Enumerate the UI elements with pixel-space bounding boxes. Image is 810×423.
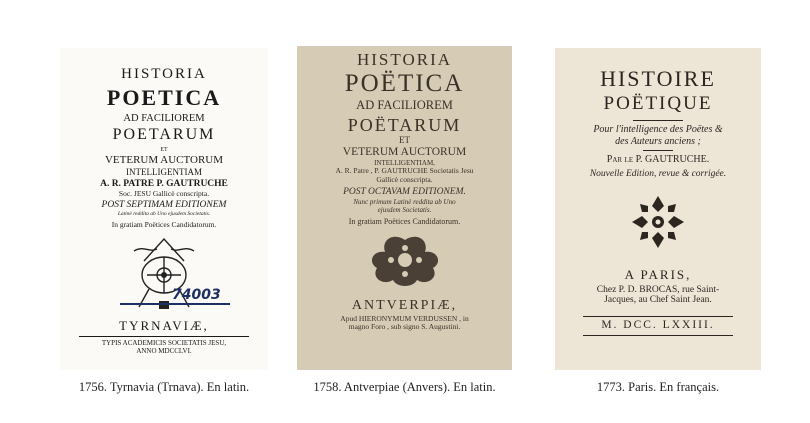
title-line: ejusdem Societatis. — [377, 206, 432, 215]
title-line: INTELLIGENTIAM, — [374, 158, 435, 167]
title-page-1758 — [297, 46, 512, 370]
title-line: AD FACILIOREM — [356, 98, 453, 113]
title-line: POST SEPTIMAM EDITIONEM — [101, 200, 227, 211]
title-line: Soc. JESU Gallicè conscripta. — [118, 188, 210, 198]
title-line: POETARUM — [112, 125, 216, 143]
title-line: ET — [160, 147, 168, 153]
caption-1773: 1773. Paris. En français. — [596, 380, 720, 394]
title-line: A. R. Patre , P. GAUTRUCHE Societatis Jesu — [335, 165, 474, 175]
title-page-1756 — [60, 48, 268, 370]
title-line: Gallicè conscripta. — [376, 174, 433, 184]
title-line: POËTARUM — [347, 114, 462, 135]
title-line: Pour l'intelligence des Poëtes & — [593, 124, 723, 136]
title-page-1773 — [555, 48, 761, 370]
title-line: ET — [399, 135, 410, 146]
title-line: M. DCC. LXXIII. — [601, 319, 715, 332]
title-line: Jacques, au Chef Saint Jean. — [604, 295, 712, 306]
title-line: ANTVERPIÆ, — [351, 298, 458, 314]
title-line: Nunc primum Latinè reddita ab Uno — [353, 198, 456, 207]
title-line: TYRNAVIÆ, — [119, 318, 209, 334]
title-line: HISTOIRE — [600, 66, 716, 91]
title-line: INTELLIGENTIAM — [126, 166, 202, 177]
title-line: Par le P. GAUTRUCHE. — [606, 154, 710, 166]
title-line: A PARIS, — [624, 266, 692, 282]
title-line: POETICA — [106, 85, 222, 111]
title-line: ANNO MDCCLVI. — [136, 347, 192, 356]
title-line: HISTORIA — [356, 50, 453, 69]
title-line: AD FACILIOREM — [123, 112, 205, 124]
caption-1758: 1758. Antverpiae (Anvers). En latin. — [313, 380, 496, 394]
title-line: In gratiam Poëtices Candidatorum. — [111, 219, 217, 229]
printer-device-ornament — [60, 231, 268, 319]
title-line: magno Foro , sub signo S. Augustini. — [348, 322, 461, 332]
title-line: HISTORIA — [121, 66, 207, 82]
title-line: A. R. PATRE P. GAUTRUCHE — [100, 178, 228, 189]
library-stamp-number: 74003 — [172, 287, 221, 304]
title-line: In gratiam Poëtices Candidatorum. — [348, 217, 461, 227]
title-line: des Auteurs anciens ; — [615, 135, 701, 147]
title-line: VETERUM AUCTORUM — [342, 145, 467, 158]
title-line: POËTIQUE — [603, 93, 713, 115]
title-line: POST OCTAVAM EDITIONEM. — [343, 187, 466, 198]
title-line: Chez P. D. BROCAS, rue Saint- — [596, 284, 720, 295]
caption-1756: 1756. Tyrnavia (Trnava). En latin. — [78, 380, 250, 394]
title-line: Apud HIERONYMUM VERDUSSEN , in — [340, 313, 469, 323]
title-line: Latinè reddita ab Uno ejusdem Societatis. — [117, 211, 211, 218]
title-line: VETERUM AUCTORUM — [104, 153, 224, 166]
title-line: POËTICA — [344, 69, 465, 97]
floral-ornament — [363, 232, 447, 290]
title-line: TYPIS ACADEMICIS SOCIETATIS JESU, — [101, 339, 227, 348]
title-line: Nouvelle Edition, revue & corrigée. — [589, 168, 727, 179]
floral-ornament — [630, 194, 686, 250]
